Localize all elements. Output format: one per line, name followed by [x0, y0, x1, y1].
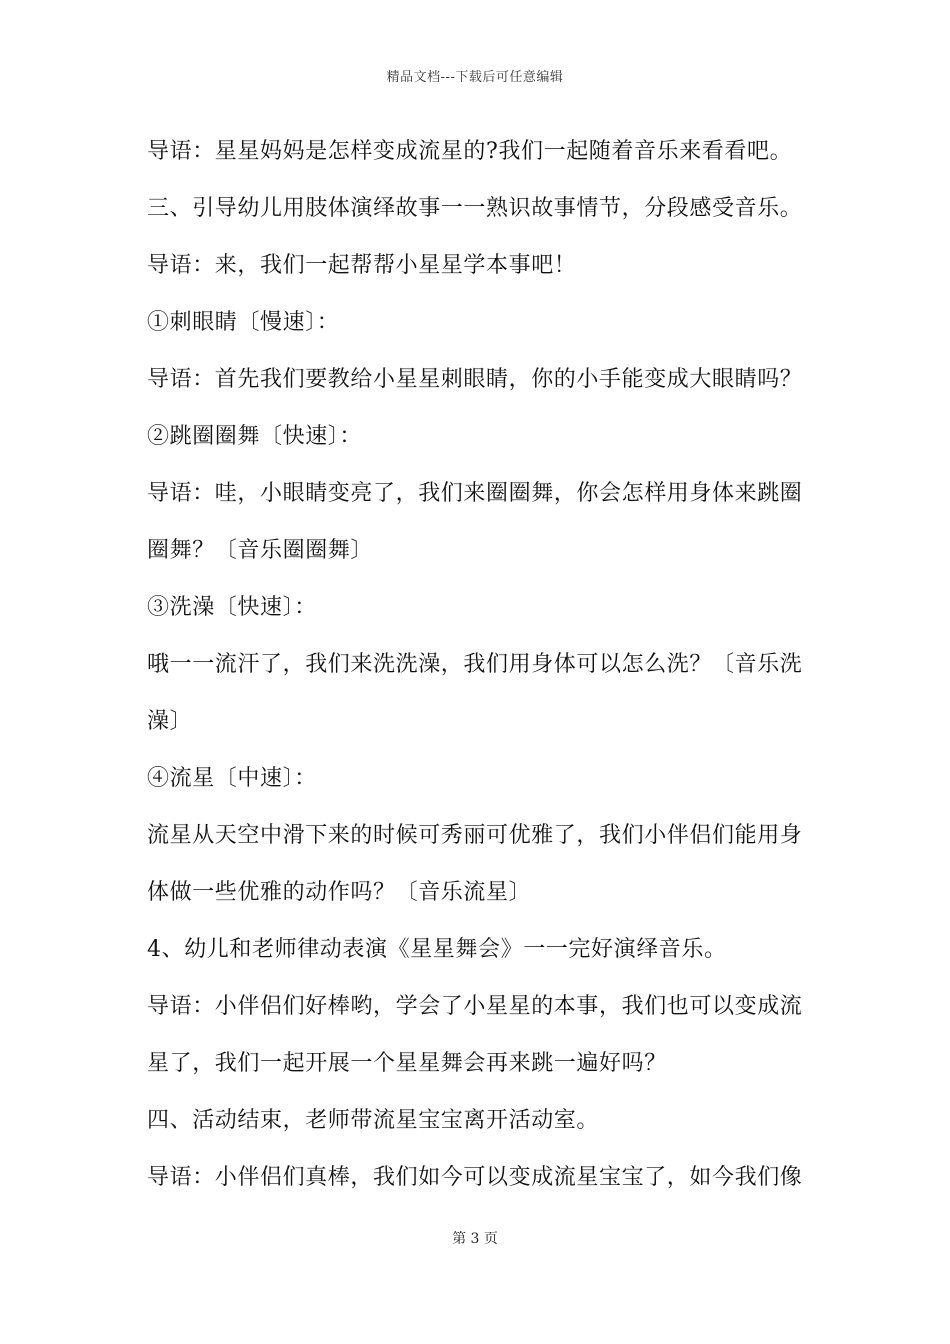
text-line: 导语：小伴侣们好棒哟，学会了小星星的本事，我们也可以变成流 — [147, 994, 803, 1019]
text-line: 导语：首先我们要教给小星星刺眼睛，你的小手能变成大眼睛吗？ — [147, 367, 803, 392]
text-line: 导语：哇，小眼睛变亮了，我们来圈圈舞，你会怎样用身体来跳圈 — [147, 481, 803, 506]
text-line: 三、引导幼儿用肢体演绎故事一一熟识故事情节，分段感受音乐。 — [147, 196, 803, 221]
text-line: 导语：来，我们一起帮帮小星星学本事吧！ — [147, 253, 577, 278]
text-line: ①刺眼睛〔慢速〕： — [147, 310, 340, 335]
text-line: 体做一些优雅的动作吗？〔音乐流星〕 — [147, 880, 532, 905]
text-line: 导语：小伴侣们真棒，我们如今可以变成流星宝宝了，如今我们像 — [147, 1165, 803, 1190]
text-line: 哦一一流汗了，我们来洗洗澡，我们用身体可以怎么洗？〔音乐洗 — [147, 652, 803, 677]
text-line: 四、活动结束，老师带流星宝宝离开活动室。 — [147, 1108, 600, 1133]
page-number: 第 3 页 — [452, 1231, 498, 1247]
text-line: 流星从天空中滑下来的时候可秀丽可优雅了，我们小伴侣们能用身 — [147, 823, 803, 848]
document-body — [147, 132, 811, 1215]
text-line: 圈舞？〔音乐圈圈舞〕 — [147, 538, 374, 563]
page-header: 精品文档---下载后可任意编辑 — [386, 70, 564, 85]
text-line: 导语：星星妈妈是怎样变成流星的?我们一起随着音乐来看看吧。 — [147, 139, 793, 164]
text-line: 4、幼儿和老师律动表演《星星舞会》一一完好演绎音乐。 — [147, 937, 727, 962]
text-line: ③洗澡〔快速〕： — [147, 595, 317, 620]
text-line: ②跳圈圈舞〔快速〕： — [147, 424, 363, 449]
text-line: 澡〕 — [147, 709, 193, 734]
text-line: ④流星〔中速〕： — [147, 766, 317, 791]
text-line: 星了，我们一起开展一个星星舞会再来跳一遍好吗？ — [147, 1051, 667, 1076]
